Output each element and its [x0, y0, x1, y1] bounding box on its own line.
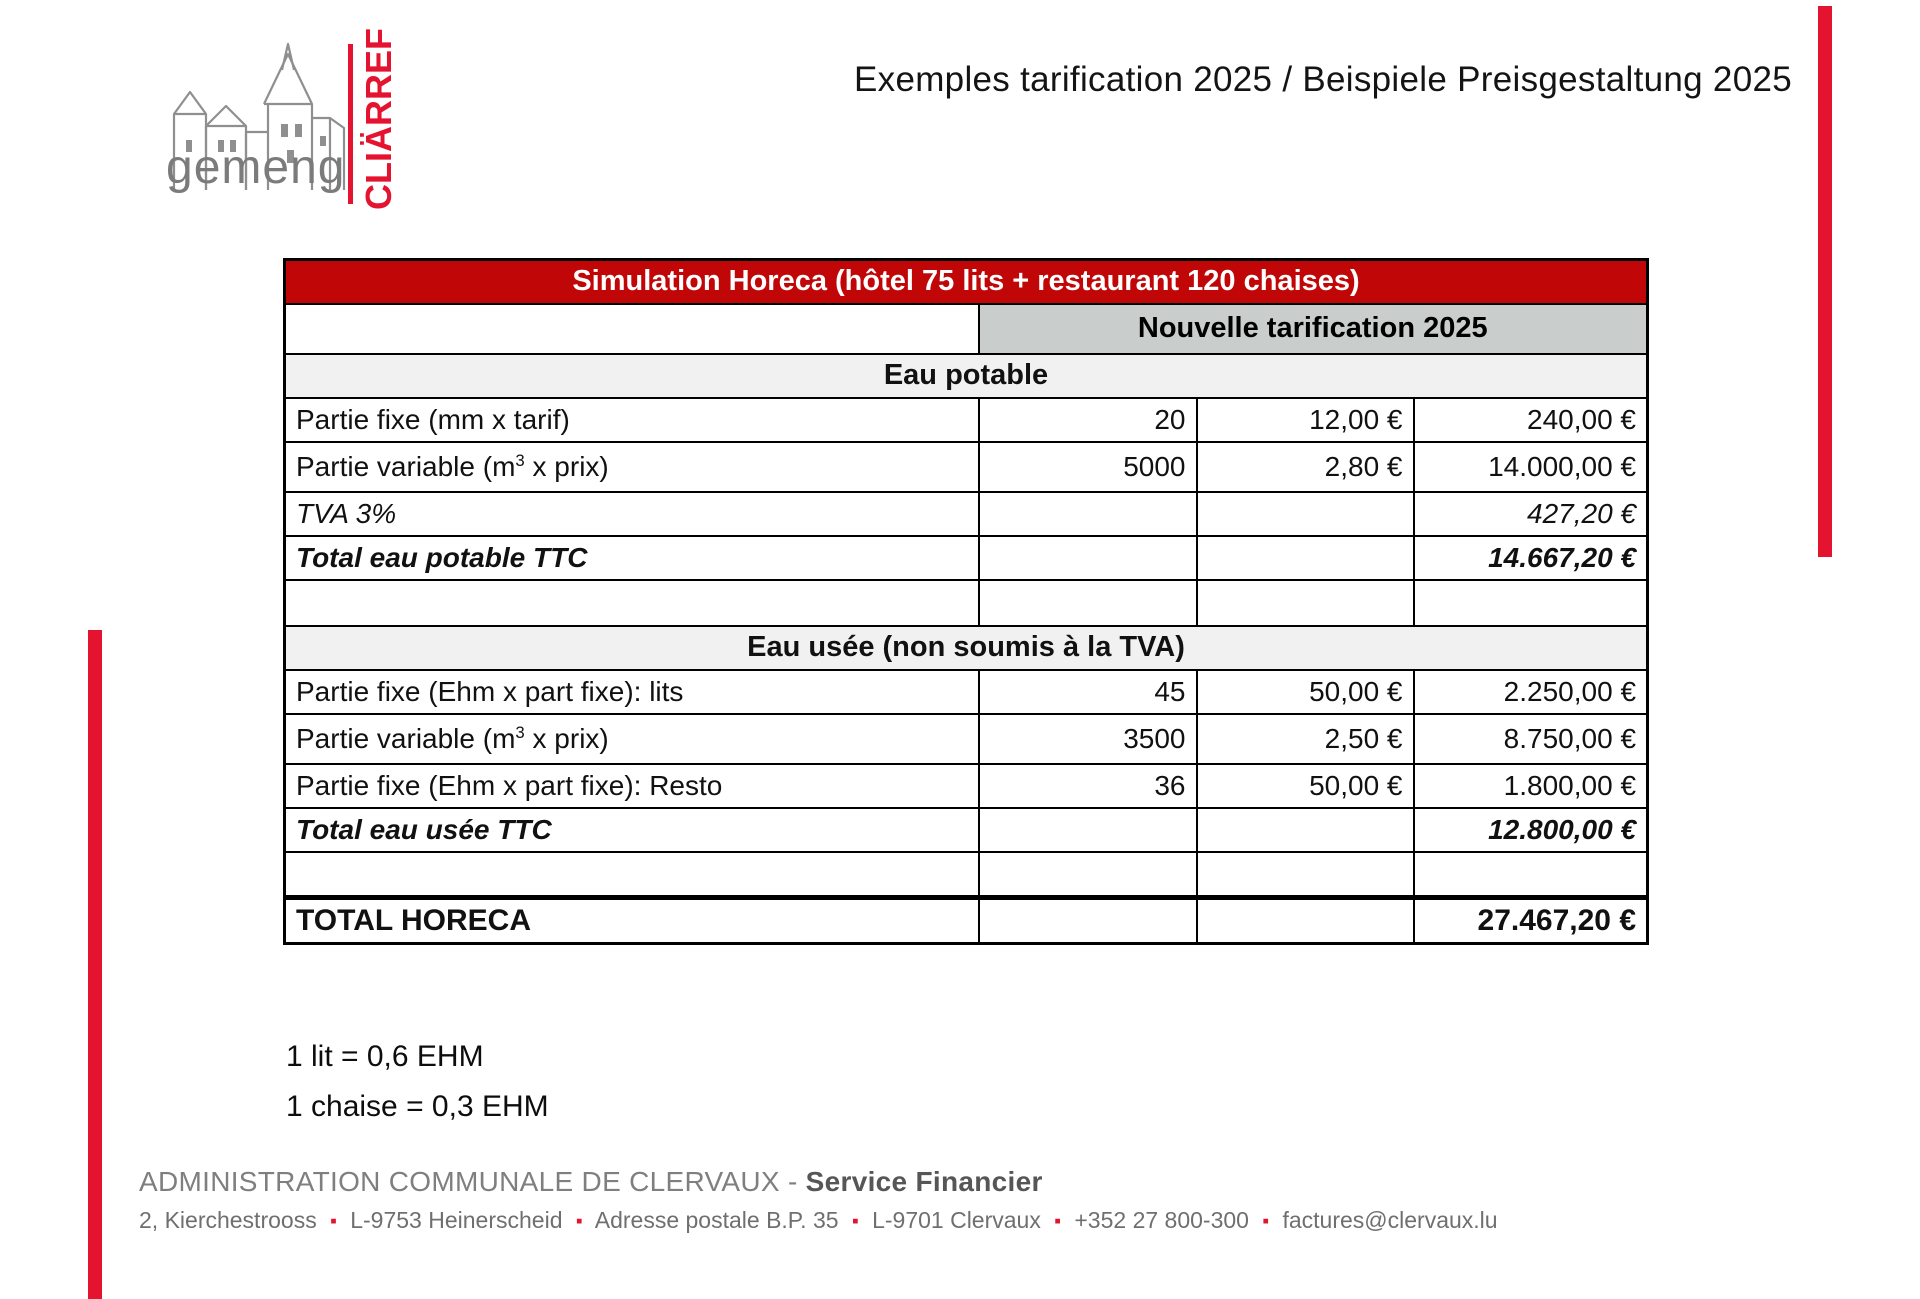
row-label: Total eau usée TTC: [285, 808, 979, 852]
row-total: 14.000,00 €: [1414, 442, 1648, 492]
empty-cell: [285, 304, 979, 354]
row-total: 14.667,20 €: [1414, 536, 1648, 580]
empty-cell: [979, 492, 1197, 536]
row-label: Partie variable ($m^3$ x prix): [285, 442, 979, 492]
footer-email: factures@clervaux.lu: [1282, 1207, 1498, 1233]
grand-total-label: TOTAL HORECA: [285, 898, 979, 944]
row-unit-price: 50,00 €: [1197, 670, 1414, 714]
footer-postal-address: Adresse postale B.P. 35: [594, 1207, 839, 1233]
grand-total-value: 27.467,20 €: [1414, 898, 1648, 944]
row-total: 427,20 €: [1414, 492, 1648, 536]
column-header-nouvelle-tarification: Nouvelle tarification 2025: [979, 304, 1648, 354]
spacer-row: [285, 580, 1648, 626]
empty-cell: [285, 580, 979, 626]
row-quantity: 20: [979, 398, 1197, 442]
bullet-icon: ▪: [1262, 1211, 1270, 1232]
section-header-eau-potable: Eau potable: [285, 354, 1648, 398]
empty-cell: [1197, 852, 1414, 898]
logo-wordmark: gemeng: [166, 141, 346, 194]
row-quantity: 3500: [979, 714, 1197, 764]
empty-cell: [1197, 492, 1414, 536]
empty-cell: [979, 898, 1197, 944]
footer-org-name: ADMINISTRATION COMMUNALE DE CLERVAUX -: [139, 1166, 806, 1197]
row-unit-price: 12,00 €: [1197, 398, 1414, 442]
row-label: Total eau potable TTC: [285, 536, 979, 580]
right-edge-red-bar: [1818, 6, 1832, 557]
row-label: TVA 3%: [285, 492, 979, 536]
row-label: Partie variable ($m^3$ x prix): [285, 714, 979, 764]
left-edge-red-bar: [88, 630, 102, 1299]
note-lit-ehm: 1 lit = 0,6 EHM: [286, 1040, 484, 1073]
row-unit-price: 2,50 €: [1197, 714, 1414, 764]
footer-street: 2, Kierchestrooss: [139, 1207, 317, 1233]
empty-cell: [1414, 580, 1648, 626]
row-label: Partie fixe (Ehm x part fixe): Resto: [285, 764, 979, 808]
section-header-row-eau-usee: [285, 626, 1648, 670]
bullet-icon: ▪: [330, 1211, 337, 1232]
empty-cell: [979, 536, 1197, 580]
row-total: 12.800,00 €: [1414, 808, 1648, 852]
empty-cell: [1414, 852, 1648, 898]
superscript-3: 3: [515, 722, 525, 742]
row-unit-price: 50,00 €: [1197, 764, 1414, 808]
simulation-table: [283, 258, 1649, 945]
empty-cell: [285, 852, 979, 898]
row-total: 240,00 €: [1414, 398, 1648, 442]
letter-footer: [139, 1166, 1498, 1234]
footer-address-line: [139, 1207, 1498, 1234]
bullet-icon: ▪: [851, 1211, 859, 1232]
empty-cell: [1197, 580, 1414, 626]
row-quantity: 5000: [979, 442, 1197, 492]
note-chaise-ehm: 1 chaise = 0,3 EHM: [286, 1090, 549, 1123]
bullet-icon: ▪: [1054, 1211, 1061, 1232]
table-row: [285, 714, 1648, 764]
logo-divider-rule: [348, 44, 353, 204]
section-header-row-eau-potable: [285, 354, 1648, 398]
spacer-row: [285, 852, 1648, 898]
empty-cell: [979, 852, 1197, 898]
column-header-row: [285, 304, 1648, 354]
logo-brand-vertical: CLIÄRREF: [358, 28, 399, 210]
table-title: Simulation Horeca (hôtel 75 lits + restaurant 120 chaises): [285, 260, 1648, 304]
table-row: [285, 764, 1648, 808]
page-title: Exemples tarification 2025 / Beispiele Preisgestaltung 2025: [854, 60, 1792, 99]
empty-cell: [1197, 898, 1414, 944]
table-title-row: [285, 260, 1648, 304]
row-quantity: 36: [979, 764, 1197, 808]
table-row-total-eau-usee: [285, 808, 1648, 852]
row-label: Partie fixe (Ehm x part fixe): lits: [285, 670, 979, 714]
table-row: [285, 398, 1648, 442]
empty-cell: [979, 580, 1197, 626]
footer-locality: L-9753 Heinerscheid: [350, 1207, 563, 1233]
empty-cell: [1197, 536, 1414, 580]
section-header-eau-usee: Eau usée (non soumis à la TVA): [285, 626, 1648, 670]
table-row-tva: [285, 492, 1648, 536]
footer-organisation-line: [139, 1166, 1498, 1198]
conversion-notes: [286, 1040, 549, 1140]
footer-postal-locality: L-9701 Clervaux: [872, 1207, 1041, 1233]
row-total: 1.800,00 €: [1414, 764, 1648, 808]
table-row: [285, 670, 1648, 714]
row-label: Partie fixe (mm x tarif): [285, 398, 979, 442]
footer-service-name: Service Financier: [805, 1166, 1043, 1197]
table-row-grand-total: [285, 898, 1648, 944]
superscript-3: 3: [515, 450, 525, 470]
table-row-total-eau-potable: [285, 536, 1648, 580]
table-row: [285, 442, 1648, 492]
row-unit-price: 2,80 €: [1197, 442, 1414, 492]
bullet-icon: ▪: [575, 1211, 583, 1232]
row-quantity: 45: [979, 670, 1197, 714]
empty-cell: [1197, 808, 1414, 852]
row-total: 8.750,00 €: [1414, 714, 1648, 764]
commune-logo: [158, 28, 428, 216]
empty-cell: [979, 808, 1197, 852]
row-total: 2.250,00 €: [1414, 670, 1648, 714]
footer-phone: +352 27 800-300: [1074, 1207, 1249, 1233]
